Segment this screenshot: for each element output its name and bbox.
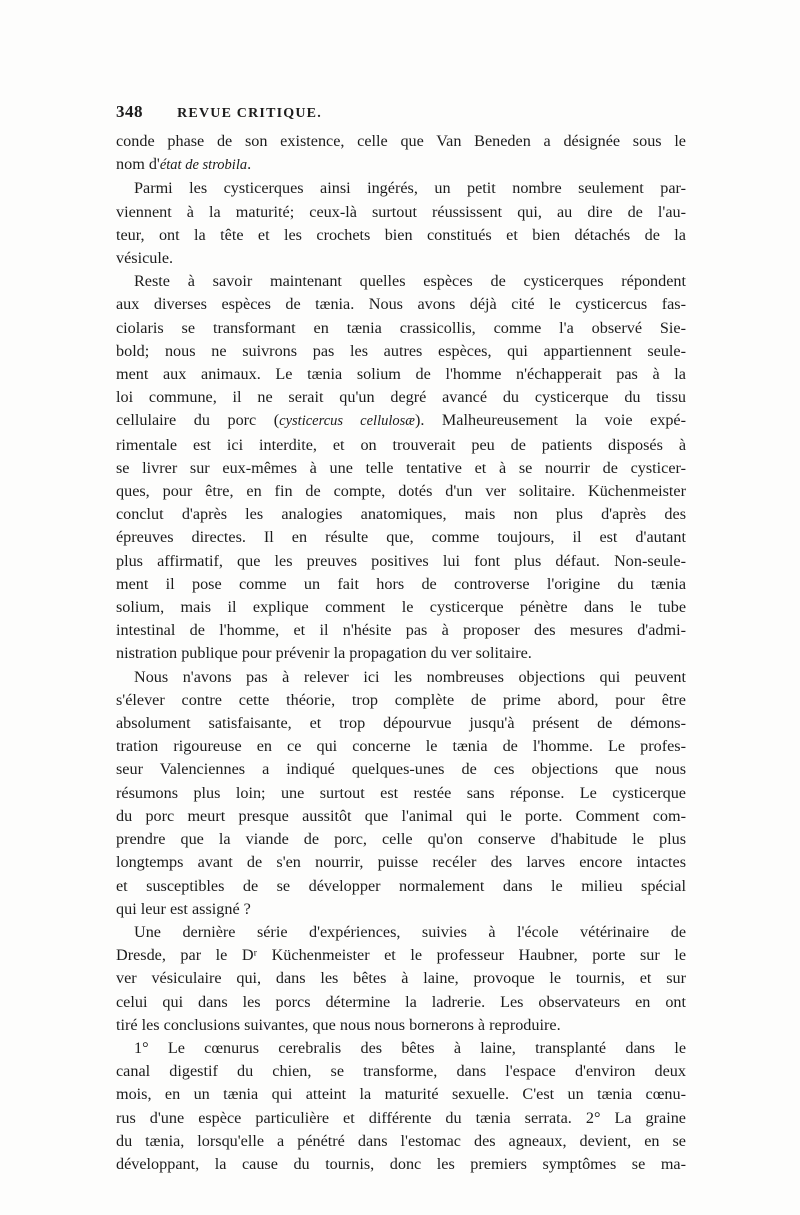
text-run: et susceptibles de se développer normalement dans le milieu spécial [116, 876, 686, 895]
text-line [116, 1130, 686, 1153]
text-line [116, 712, 686, 735]
text-run: nom d' [116, 155, 160, 174]
text-run: Reste à savoir maintenant quelles espèces de cysticerques répondent [134, 272, 686, 291]
text-line [116, 177, 686, 200]
text-line [116, 130, 686, 153]
text-line [116, 153, 686, 177]
text-line [116, 805, 686, 828]
text-run: se livrer sur eux-mêmes à une telle tentative et à se nourrir de cysticer- [116, 458, 686, 477]
text-run: mois, en un tænia qui atteint la maturité sexuelle. C'est un tænia cœnu- [116, 1085, 686, 1104]
text-run: tration rigoureuse en ce qui concerne le tænia de l'homme. Le profes- [116, 737, 686, 756]
text-run: nistration publique pour prévenir la propagation du ver solitaire. [116, 644, 532, 663]
italic-text: état de strobila [159, 157, 248, 174]
text-line [116, 944, 686, 967]
text-run: . [247, 155, 252, 174]
text-line [116, 1153, 686, 1176]
text-run: cellulaire du porc ( [116, 411, 280, 430]
text-run: canal digestif du chien, se transforme, dans l'espace d'environ deux [116, 1062, 686, 1081]
text-line [116, 898, 686, 921]
text-run: Dresde, par le Dʳ Küchenmeister et le professeur Haubner, porte sur le [116, 946, 686, 965]
text-run: plus affirmatif, que les preuves positives lui font plus défaut. Non-seule- [116, 551, 686, 570]
text-run: tiré les conclusions suivantes, que nous nous bornerons à reproduire. [116, 1015, 561, 1034]
text-line [116, 967, 686, 990]
text-run: qui leur est assigné ? [116, 899, 251, 918]
text-run: rus d'une espèce particulière et différente du tænia serrata. 2° La graine [116, 1108, 686, 1127]
text-line [116, 851, 686, 874]
text-line [116, 828, 686, 851]
text-run: Nous n'avons pas à relever ici les nombreuses objections qui peuvent [134, 667, 686, 686]
text-line [116, 596, 686, 619]
text-run: intestinal de l'homme, et il n'hésite pas à proposer des mesures d'admi- [116, 621, 686, 640]
text-run: ciolaris se transformant en tænia crassicollis, comme l'a observé Sie- [116, 318, 686, 337]
text-line [116, 363, 686, 386]
text-line [116, 642, 686, 665]
page-number: 348 [116, 102, 143, 121]
text-run: absolument satisfaisante, et trop dépourvue jusqu'à présent de démons- [116, 714, 686, 733]
text-line [116, 317, 686, 340]
text-run: prendre que la viande de porc, celle qu'on conserve d'habitude le plus [116, 830, 686, 849]
text-run: viennent à la maturité; ceux-là surtout réussissent qui, au dire de l'au- [116, 202, 686, 221]
text-run: du porc meurt presque aussitôt que l'animal qui le porte. Comment com- [116, 806, 686, 825]
text-line [116, 247, 686, 270]
text-line [116, 409, 686, 433]
text-run: ver vésiculaire qui, dans les bêtes à laine, provoque le tournis, et sur [116, 969, 686, 988]
text-line [116, 480, 686, 503]
text-run: ques, pour être, en fin de compte, dotés d'un ver solitaire. Küchenmeister [116, 482, 686, 501]
text-line [116, 735, 686, 758]
paragraph [116, 1037, 686, 1176]
paragraph [116, 666, 686, 921]
text-line [116, 201, 686, 224]
text-line [116, 550, 686, 573]
text-line [116, 270, 686, 293]
text-run: du tænia, lorsqu'elle a pénétré dans l'estomac des agneaux, devient, en se [116, 1131, 686, 1150]
text-run: ment il pose comme un fait hors de controverse l'origine du tænia [116, 574, 686, 593]
text-block [116, 100, 686, 1176]
text-run: conde phase de son existence, celle que Van Beneden a désignée sous le [116, 132, 686, 150]
text-line [116, 1037, 686, 1060]
text-run: teur, ont la tête et les crochets bien constitués et bien détachés de la [116, 225, 686, 244]
running-head: REVUE CRITIQUE. [177, 106, 322, 121]
text-line [116, 1060, 686, 1083]
text-line [116, 782, 686, 805]
paragraph [116, 130, 686, 177]
text-run: loi commune, il ne serait qu'un degré avancé du cysticerque du tissu [116, 388, 686, 407]
text-line [116, 1083, 686, 1106]
text-run: vésicule. [116, 249, 174, 268]
text-run: ). Malheureusement la voie expé- [414, 411, 686, 430]
paragraph [116, 270, 686, 665]
paragraph [116, 921, 686, 1037]
text-run: 1° Le cœnurus cerebralis des bêtes à laine, transplanté dans le [134, 1038, 686, 1057]
italic-text: cysticercus cellulosæ [279, 413, 415, 430]
text-line [116, 340, 686, 363]
body-text [116, 130, 686, 1176]
text-line [116, 689, 686, 712]
text-line [116, 1014, 686, 1037]
text-run: résumons plus loin; une surtout est restée sans réponse. Le cysticerque [116, 783, 686, 802]
text-line [116, 386, 686, 409]
text-line [116, 875, 686, 898]
text-line [116, 921, 686, 944]
text-run: rimentale est ici interdite, et on trouverait peu de patients disposés à [116, 435, 686, 454]
text-line [116, 503, 686, 526]
text-run: développant, la cause du tournis, donc les premiers symptômes se ma- [116, 1154, 686, 1173]
text-line [116, 526, 686, 549]
text-run: épreuves directes. Il en résulte que, comme toujours, il est d'autant [116, 528, 686, 547]
text-line [116, 991, 686, 1014]
text-run: Parmi les cysticerques ainsi ingérés, un petit nombre seulement par- [134, 179, 686, 198]
text-run: Une dernière série d'expériences, suivies à l'école vétérinaire de [134, 922, 686, 941]
text-run: longtemps avant de s'en nourrir, puisse recéler des larves encore intactes [116, 853, 686, 872]
text-run: seur Valenciennes a indiqué quelques-unes de ces objections que nous [116, 760, 686, 779]
text-line [116, 573, 686, 596]
text-run: aux diverses espèces de tænia. Nous avons déjà cité le cysticercus fas- [116, 295, 686, 314]
text-run: bold; nous ne suivrons pas les autres espèces, qui appartiennent seule- [116, 341, 686, 360]
paragraph [116, 177, 686, 270]
text-line [116, 666, 686, 689]
text-run: s'élever contre cette théorie, trop complète de prime abord, pour être [116, 690, 686, 709]
text-run: ment aux animaux. Le tænia solium de l'homme n'échapperait pas à la [116, 365, 686, 384]
text-line [116, 758, 686, 781]
text-line [116, 434, 686, 457]
text-run: conclut d'après les analogies anatomiques, mais non plus d'après des [116, 505, 686, 524]
page-header [116, 100, 686, 130]
text-line [116, 619, 686, 642]
text-run: celui qui dans les porcs détermine la ladrerie. Les observateurs en ont [116, 992, 686, 1011]
text-line [116, 1107, 686, 1130]
text-line [116, 457, 686, 480]
text-run: solium, mais il explique comment le cysticerque pénètre dans le tube [116, 598, 686, 617]
text-line [116, 224, 686, 247]
text-line [116, 293, 686, 316]
